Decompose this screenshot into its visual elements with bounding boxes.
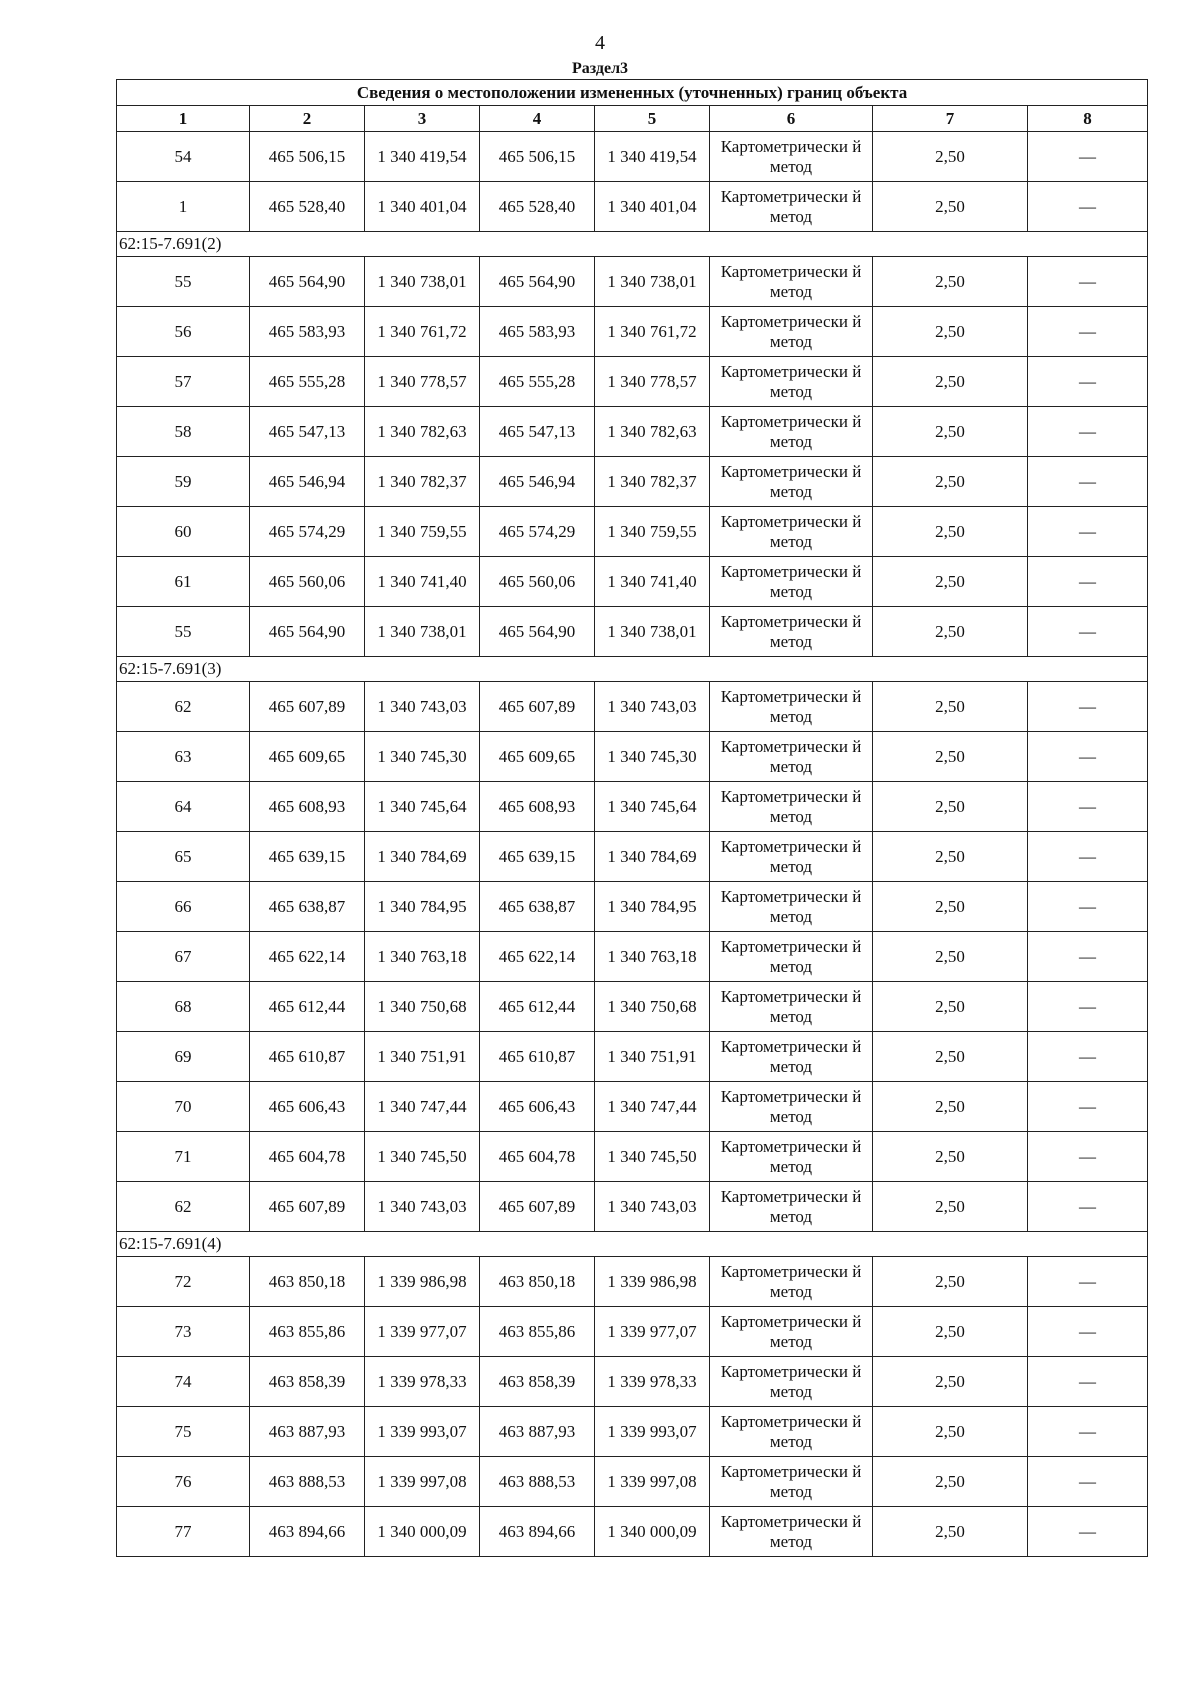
table-cell-col-7: 2,50 (873, 682, 1028, 732)
table-cell-col-6: Картометрически й метод (710, 1257, 873, 1307)
page-number: 4 (595, 32, 605, 54)
table-cell-col-2: 465 528,40 (250, 182, 365, 232)
table-cell-col-5: 1 340 419,54 (595, 132, 710, 182)
table-cell-col-5: 1 340 778,57 (595, 357, 710, 407)
table-cell-col-8: — (1028, 1032, 1148, 1082)
column-header: 3 (365, 106, 480, 132)
table-cell-col-5: 1 340 782,63 (595, 407, 710, 457)
column-header: 6 (710, 106, 873, 132)
table-cell-col-6: Картометрически й метод (710, 682, 873, 732)
table-cell-col-3: 1 340 759,55 (365, 507, 480, 557)
table-cell-col-7: 2,50 (873, 1082, 1028, 1132)
table-cell-col-1: 65 (117, 832, 250, 882)
table-cell-col-4: 465 574,29 (480, 507, 595, 557)
table-cell-col-1: 76 (117, 1457, 250, 1507)
table-cell-col-3: 1 340 782,63 (365, 407, 480, 457)
table-cell-col-3: 1 340 782,37 (365, 457, 480, 507)
table-cell-col-6: Картометрически й метод (710, 607, 873, 657)
table-cell-col-6: Картометрически й метод (710, 1182, 873, 1232)
table-cell-col-4: 465 606,43 (480, 1082, 595, 1132)
table-cell-col-5: 1 339 986,98 (595, 1257, 710, 1307)
table-cell-col-1: 62 (117, 682, 250, 732)
table-cell-col-4: 463 858,39 (480, 1357, 595, 1407)
table-cell-col-1: 64 (117, 782, 250, 832)
table-cell-col-5: 1 340 743,03 (595, 1182, 710, 1232)
table-cell-col-2: 465 604,78 (250, 1132, 365, 1182)
table-cell-col-1: 72 (117, 1257, 250, 1307)
table-cell-col-5: 1 340 759,55 (595, 507, 710, 557)
table-cell-col-2: 465 555,28 (250, 357, 365, 407)
table-cell-col-7: 2,50 (873, 1507, 1028, 1557)
table-cell-col-7: 2,50 (873, 882, 1028, 932)
table-cell-col-8: — (1028, 1407, 1148, 1457)
table-cell-col-5: 1 340 782,37 (595, 457, 710, 507)
table-cell-col-3: 1 340 000,09 (365, 1507, 480, 1557)
table-cell-col-1: 74 (117, 1357, 250, 1407)
table-cell-col-6: Картометрически й метод (710, 1457, 873, 1507)
table-cell-col-1: 60 (117, 507, 250, 557)
table-cell-col-1: 56 (117, 307, 250, 357)
table-cell-col-7: 2,50 (873, 457, 1028, 507)
table-cell-col-3: 1 340 745,64 (365, 782, 480, 832)
table-cell-col-5: 1 339 977,07 (595, 1307, 710, 1357)
table-cell-col-6: Картометрически й метод (710, 457, 873, 507)
table-row (117, 1182, 1148, 1232)
table-cell-col-2: 465 564,90 (250, 607, 365, 657)
table-cell-col-4: 465 639,15 (480, 832, 595, 882)
table-row (117, 307, 1148, 357)
table-cell-col-5: 1 340 401,04 (595, 182, 710, 232)
table-cell-col-4: 465 528,40 (480, 182, 595, 232)
table-row (117, 682, 1148, 732)
table-body (117, 132, 1148, 1557)
table-cell-col-8: — (1028, 557, 1148, 607)
table-cell-col-6: Картометрически й метод (710, 1407, 873, 1457)
table-row (117, 607, 1148, 657)
table-cell-col-3: 1 340 745,30 (365, 732, 480, 782)
table-cell-col-1: 66 (117, 882, 250, 932)
table-cell-col-6: Картометрически й метод (710, 732, 873, 782)
table-cell-col-6: Картометрически й метод (710, 782, 873, 832)
group-row (117, 657, 1148, 682)
table-cell-col-6: Картометрически й метод (710, 832, 873, 882)
table-cell-col-1: 70 (117, 1082, 250, 1132)
table-cell-col-3: 1 340 738,01 (365, 257, 480, 307)
table-row (117, 507, 1148, 557)
table-cell-col-2: 465 546,94 (250, 457, 365, 507)
table-cell-col-4: 465 607,89 (480, 1182, 595, 1232)
table-cell-col-5: 1 340 745,50 (595, 1132, 710, 1182)
table-cell-col-4: 465 604,78 (480, 1132, 595, 1182)
table-cell-col-8: — (1028, 982, 1148, 1032)
table-cell-col-4: 465 612,44 (480, 982, 595, 1032)
table-row (117, 1507, 1148, 1557)
table-cell-col-3: 1 340 784,95 (365, 882, 480, 932)
table-cell-col-3: 1 340 419,54 (365, 132, 480, 182)
table-cell-col-8: — (1028, 257, 1148, 307)
table-cell-col-5: 1 340 000,09 (595, 1507, 710, 1557)
table-cell-col-6: Картометрически й метод (710, 132, 873, 182)
table-cell-col-6: Картометрически й метод (710, 932, 873, 982)
table-cell-col-1: 55 (117, 607, 250, 657)
table-cell-col-4: 465 609,65 (480, 732, 595, 782)
table-cell-col-3: 1 340 743,03 (365, 682, 480, 732)
group-label: 62:15-7.691(3) (117, 657, 1148, 682)
table-cell-col-8: — (1028, 1082, 1148, 1132)
table-cell-col-4: 465 638,87 (480, 882, 595, 932)
table-row (117, 1407, 1148, 1457)
table-cell-col-1: 61 (117, 557, 250, 607)
table-cell-col-1: 58 (117, 407, 250, 457)
table-cell-col-2: 465 606,43 (250, 1082, 365, 1132)
table-cell-col-8: — (1028, 507, 1148, 557)
table-cell-col-4: 465 547,13 (480, 407, 595, 457)
table-cell-col-8: — (1028, 1257, 1148, 1307)
table-cell-col-4: 463 888,53 (480, 1457, 595, 1507)
table-cell-col-2: 463 855,86 (250, 1307, 365, 1357)
column-header: 2 (250, 106, 365, 132)
table-caption: Сведения о местоположении измененных (уточненных) границ объекта (117, 80, 1148, 106)
table-cell-col-6: Картометрически й метод (710, 882, 873, 932)
table-row (117, 1307, 1148, 1357)
table-row (117, 1357, 1148, 1407)
table-cell-col-7: 2,50 (873, 607, 1028, 657)
table-cell-col-7: 2,50 (873, 257, 1028, 307)
table-cell-col-4: 465 610,87 (480, 1032, 595, 1082)
table-cell-col-6: Картометрически й метод (710, 1307, 873, 1357)
table-row (117, 1457, 1148, 1507)
table-cell-col-5: 1 340 743,03 (595, 682, 710, 732)
table-row (117, 982, 1148, 1032)
table-cell-col-4: 463 894,66 (480, 1507, 595, 1557)
table-cell-col-2: 465 560,06 (250, 557, 365, 607)
table-cell-col-4: 465 506,15 (480, 132, 595, 182)
table-cell-col-7: 2,50 (873, 732, 1028, 782)
table-cell-col-3: 1 340 778,57 (365, 357, 480, 407)
column-header: 5 (595, 106, 710, 132)
table-cell-col-6: Картометрически й метод (710, 557, 873, 607)
table-row (117, 407, 1148, 457)
table-cell-col-3: 1 339 978,33 (365, 1357, 480, 1407)
table-cell-col-3: 1 340 784,69 (365, 832, 480, 882)
table-cell-col-4: 465 560,06 (480, 557, 595, 607)
column-header: 7 (873, 106, 1028, 132)
table-cell-col-8: — (1028, 457, 1148, 507)
table-cell-col-5: 1 340 745,30 (595, 732, 710, 782)
table-cell-col-8: — (1028, 1507, 1148, 1557)
table-cell-col-8: — (1028, 607, 1148, 657)
table-cell-col-6: Картометрически й метод (710, 1507, 873, 1557)
table-cell-col-4: 465 622,14 (480, 932, 595, 982)
table-cell-col-2: 465 574,29 (250, 507, 365, 557)
table-cell-col-7: 2,50 (873, 1357, 1028, 1407)
table-cell-col-1: 73 (117, 1307, 250, 1357)
table-cell-col-8: — (1028, 182, 1148, 232)
table-cell-col-8: — (1028, 1457, 1148, 1507)
table-cell-col-2: 465 609,65 (250, 732, 365, 782)
table-cell-col-8: — (1028, 357, 1148, 407)
table-cell-col-5: 1 340 784,95 (595, 882, 710, 932)
table-cell-col-7: 2,50 (873, 182, 1028, 232)
table-cell-col-4: 463 887,93 (480, 1407, 595, 1457)
table-cell-col-2: 463 850,18 (250, 1257, 365, 1307)
table-cell-col-1: 68 (117, 982, 250, 1032)
table-cell-col-7: 2,50 (873, 557, 1028, 607)
table-row (117, 732, 1148, 782)
table-cell-col-2: 465 583,93 (250, 307, 365, 357)
table-cell-col-7: 2,50 (873, 1032, 1028, 1082)
table-cell-col-6: Картометрически й метод (710, 1132, 873, 1182)
table-cell-col-8: — (1028, 782, 1148, 832)
table-cell-col-5: 1 340 747,44 (595, 1082, 710, 1132)
table-cell-col-6: Картометрически й метод (710, 182, 873, 232)
table-row (117, 132, 1148, 182)
table-cell-col-6: Картометрически й метод (710, 507, 873, 557)
table-cell-col-8: — (1028, 682, 1148, 732)
table-cell-col-7: 2,50 (873, 407, 1028, 457)
table-cell-col-5: 1 340 741,40 (595, 557, 710, 607)
table-cell-col-5: 1 339 997,08 (595, 1457, 710, 1507)
table-cell-col-7: 2,50 (873, 1257, 1028, 1307)
table-cell-col-3: 1 340 745,50 (365, 1132, 480, 1182)
table-row (117, 457, 1148, 507)
table-cell-col-1: 57 (117, 357, 250, 407)
table-row (117, 782, 1148, 832)
group-label: 62:15-7.691(4) (117, 1232, 1148, 1257)
table-cell-col-7: 2,50 (873, 1307, 1028, 1357)
table-cell-col-2: 465 612,44 (250, 982, 365, 1032)
table-cell-col-6: Картометрически й метод (710, 1032, 873, 1082)
table-cell-col-5: 1 340 738,01 (595, 607, 710, 657)
boundary-coordinates-table (116, 79, 1148, 1557)
table-cell-col-7: 2,50 (873, 782, 1028, 832)
table-cell-col-3: 1 339 997,08 (365, 1457, 480, 1507)
column-header: 1 (117, 106, 250, 132)
table-cell-col-6: Картометрически й метод (710, 982, 873, 1032)
table-cell-col-5: 1 340 761,72 (595, 307, 710, 357)
table-cell-col-3: 1 340 738,01 (365, 607, 480, 657)
table-cell-col-4: 465 555,28 (480, 357, 595, 407)
table-cell-col-5: 1 340 763,18 (595, 932, 710, 982)
table-cell-col-5: 1 340 738,01 (595, 257, 710, 307)
table-cell-col-8: — (1028, 307, 1148, 357)
table-cell-col-5: 1 340 784,69 (595, 832, 710, 882)
table-cell-col-1: 67 (117, 932, 250, 982)
table-cell-col-3: 1 340 761,72 (365, 307, 480, 357)
table-cell-col-3: 1 339 977,07 (365, 1307, 480, 1357)
table-cell-col-2: 465 564,90 (250, 257, 365, 307)
table-cell-col-6: Картометрически й метод (710, 307, 873, 357)
table-cell-col-1: 54 (117, 132, 250, 182)
table-cell-col-6: Картометрически й метод (710, 1082, 873, 1132)
table-row (117, 932, 1148, 982)
table-row (117, 1257, 1148, 1307)
table-cell-col-6: Картометрически й метод (710, 407, 873, 457)
table-cell-col-3: 1 340 743,03 (365, 1182, 480, 1232)
table-cell-col-2: 465 607,89 (250, 1182, 365, 1232)
table-cell-col-3: 1 340 750,68 (365, 982, 480, 1032)
table-cell-col-3: 1 340 401,04 (365, 182, 480, 232)
table-cell-col-4: 463 855,86 (480, 1307, 595, 1357)
table-cell-col-1: 59 (117, 457, 250, 507)
table-row (117, 357, 1148, 407)
table-row (117, 832, 1148, 882)
table-row (117, 182, 1148, 232)
table-cell-col-2: 465 547,13 (250, 407, 365, 457)
table-cell-col-8: — (1028, 832, 1148, 882)
table-cell-col-2: 465 639,15 (250, 832, 365, 882)
table-cell-col-3: 1 339 986,98 (365, 1257, 480, 1307)
section-title: Раздел3 (571, 60, 629, 77)
group-row (117, 1232, 1148, 1257)
table-cell-col-2: 463 887,93 (250, 1407, 365, 1457)
table-cell-col-2: 465 622,14 (250, 932, 365, 982)
table-cell-col-1: 62 (117, 1182, 250, 1232)
table-cell-col-1: 69 (117, 1032, 250, 1082)
table-cell-col-8: — (1028, 1132, 1148, 1182)
table-cell-col-2: 463 858,39 (250, 1357, 365, 1407)
group-label: 62:15-7.691(2) (117, 232, 1148, 257)
table-cell-col-8: — (1028, 732, 1148, 782)
table-cell-col-4: 465 608,93 (480, 782, 595, 832)
table-cell-col-8: — (1028, 932, 1148, 982)
table-cell-col-5: 1 340 751,91 (595, 1032, 710, 1082)
table-cell-col-7: 2,50 (873, 832, 1028, 882)
table-cell-col-3: 1 339 993,07 (365, 1407, 480, 1457)
table-cell-col-6: Картометрически й метод (710, 257, 873, 307)
table-cell-col-7: 2,50 (873, 357, 1028, 407)
group-row (117, 232, 1148, 257)
table-cell-col-7: 2,50 (873, 132, 1028, 182)
table-cell-col-2: 463 888,53 (250, 1457, 365, 1507)
table-row (117, 1132, 1148, 1182)
table-row (117, 557, 1148, 607)
table-cell-col-7: 2,50 (873, 982, 1028, 1032)
table-row (117, 257, 1148, 307)
table-cell-col-4: 465 607,89 (480, 682, 595, 732)
table-row (117, 882, 1148, 932)
table-cell-col-5: 1 339 978,33 (595, 1357, 710, 1407)
table-cell-col-8: — (1028, 882, 1148, 932)
table-cell-col-5: 1 340 745,64 (595, 782, 710, 832)
table-cell-col-7: 2,50 (873, 1132, 1028, 1182)
table-cell-col-1: 77 (117, 1507, 250, 1557)
table-cell-col-8: — (1028, 407, 1148, 457)
table-cell-col-3: 1 340 751,91 (365, 1032, 480, 1082)
table-cell-col-7: 2,50 (873, 507, 1028, 557)
table-cell-col-8: — (1028, 132, 1148, 182)
table-cell-col-2: 463 894,66 (250, 1507, 365, 1557)
table-row (117, 1082, 1148, 1132)
table-cell-col-4: 465 564,90 (480, 607, 595, 657)
table-cell-col-1: 75 (117, 1407, 250, 1457)
table-cell-col-3: 1 340 763,18 (365, 932, 480, 982)
table-cell-col-4: 465 583,93 (480, 307, 595, 357)
table-cell-col-1: 71 (117, 1132, 250, 1182)
table-cell-col-4: 465 546,94 (480, 457, 595, 507)
table-cell-col-7: 2,50 (873, 932, 1028, 982)
table-row (117, 1032, 1148, 1082)
table-cell-col-3: 1 340 741,40 (365, 557, 480, 607)
table-cell-col-7: 2,50 (873, 1182, 1028, 1232)
table-cell-col-6: Картометрически й метод (710, 357, 873, 407)
table-cell-col-5: 1 339 993,07 (595, 1407, 710, 1457)
column-header: 4 (480, 106, 595, 132)
table-cell-col-5: 1 340 750,68 (595, 982, 710, 1032)
table-cell-col-8: — (1028, 1182, 1148, 1232)
table-cell-col-7: 2,50 (873, 1457, 1028, 1507)
table-cell-col-2: 465 608,93 (250, 782, 365, 832)
table-cell-col-1: 55 (117, 257, 250, 307)
table-cell-col-7: 2,50 (873, 1407, 1028, 1457)
table-cell-col-4: 463 850,18 (480, 1257, 595, 1307)
table-cell-col-3: 1 340 747,44 (365, 1082, 480, 1132)
table-cell-col-2: 465 638,87 (250, 882, 365, 932)
table-cell-col-8: — (1028, 1357, 1148, 1407)
table-cell-col-1: 63 (117, 732, 250, 782)
table-cell-col-2: 465 607,89 (250, 682, 365, 732)
column-header: 8 (1028, 106, 1148, 132)
table-cell-col-6: Картометрически й метод (710, 1357, 873, 1407)
table-cell-col-4: 465 564,90 (480, 257, 595, 307)
table-cell-col-2: 465 610,87 (250, 1032, 365, 1082)
table-cell-col-2: 465 506,15 (250, 132, 365, 182)
table-cell-col-1: 1 (117, 182, 250, 232)
table-cell-col-7: 2,50 (873, 307, 1028, 357)
table-cell-col-8: — (1028, 1307, 1148, 1357)
